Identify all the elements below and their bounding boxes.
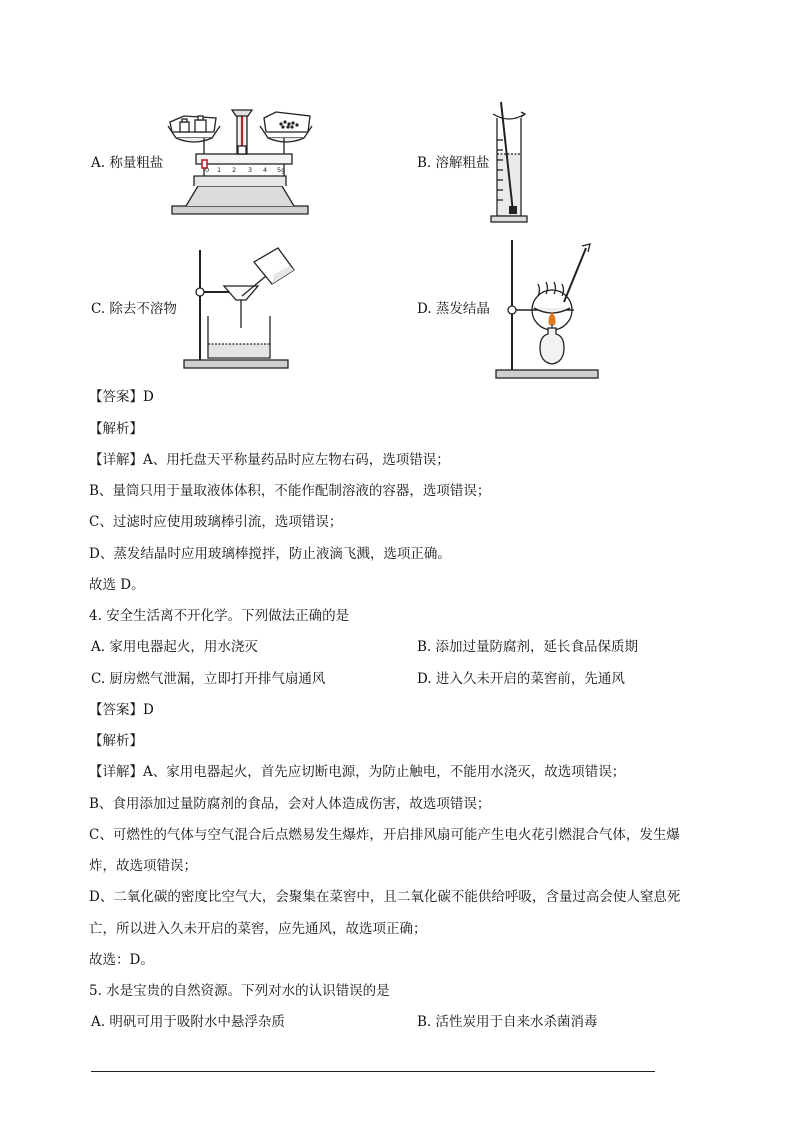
option-c-label: C. 除去不溶物: [91, 301, 177, 317]
scale-tick-5: 5g: [277, 166, 286, 174]
q3-detail-line-1: 【详解】A、用托盘天平称量药品时应左物右码，选项错误；: [89, 452, 450, 468]
q4-detail-line-3: C、可燃性的气体与空气混合后点燃易发生爆炸，开启排风扇可能产生电火花引燃混合气体，发生爆: [89, 827, 680, 843]
option-d-label: D. 蒸发结晶: [417, 301, 490, 317]
q4-detail-line-2: B、食用添加过量防腐剂的食品，会对人体造成伤害，故选项错误；: [89, 796, 491, 812]
footer-rule: [91, 1071, 655, 1072]
q4-option-c: C. 厨房燃气泄漏，立即打开排气扇通风: [91, 671, 326, 687]
q4-detail-line-5: D、二氧化碳的密度比空气大，会聚集在菜窖中，且二氧化碳不能供给呼吸，含量过高会使人窒息死: [89, 889, 681, 905]
q4-option-d: D. 进入久未开启的菜窖前，先通风: [417, 671, 625, 687]
q4-option-a: A. 家用电器起火，用水浇灭: [91, 639, 258, 655]
balance-figure: [164, 102, 316, 218]
scale-tick-0: 0: [205, 166, 210, 174]
q4-detail-line-6: 亡，所以进入久未开启的菜窖，应先通风，故选项正确；: [89, 921, 427, 937]
evaporation-figure: [494, 238, 604, 380]
q3-detail-line-2: B、量筒只用于量取液体体积，不能作配制溶液的容器，选项错误；: [89, 483, 491, 499]
q4-detail-line-4: 炸，故选项错误；: [89, 858, 197, 874]
q4-analysis-heading: 【解析】: [89, 733, 143, 749]
q5-option-b: B. 活性炭用于自来水杀菌消毒: [417, 1014, 598, 1030]
filtration-figure: [182, 240, 312, 370]
q3-analysis-heading: 【解析】: [89, 421, 143, 437]
q3-detail-line-5: 故选 D。: [89, 577, 145, 593]
q3-detail-line-4: D、蒸发结晶时应用玻璃棒搅拌，防止液滴飞溅，选项正确。: [89, 546, 451, 562]
q3-detail-line-3: C、过滤时应使用玻璃棒引流，选项错误；: [89, 514, 343, 530]
cylinder-figure: [487, 100, 533, 224]
scale-tick-2: 2: [232, 166, 237, 174]
q4-detail-line-7: 故选：D。: [89, 952, 154, 968]
option-b-label: B. 溶解粗盐: [417, 155, 490, 171]
q5-option-a: A. 明矾可用于吸附水中悬浮杂质: [91, 1014, 285, 1030]
q4-option-b: B. 添加过量防腐剂，延长食品保质期: [417, 639, 639, 655]
scale-tick-3: 3: [248, 166, 253, 174]
q3-answer: 【答案】D: [89, 389, 154, 405]
q4-answer: 【答案】D: [89, 702, 154, 718]
scale-tick-1: 1: [217, 166, 222, 174]
q5-stem: 5. 水是宝贵的自然资源。下列对水的认识错误的是: [89, 983, 390, 999]
option-a-label: A. 称量粗盐: [91, 155, 164, 171]
q4-detail-line-1: 【详解】A、家用电器起火，首先应切断电源，为防止触电，不能用水浇灭，故选项错误；: [89, 764, 626, 780]
scale-tick-4: 4: [263, 166, 268, 174]
q4-stem: 4. 安全生活离不开化学。下列做法正确的是: [89, 608, 350, 624]
